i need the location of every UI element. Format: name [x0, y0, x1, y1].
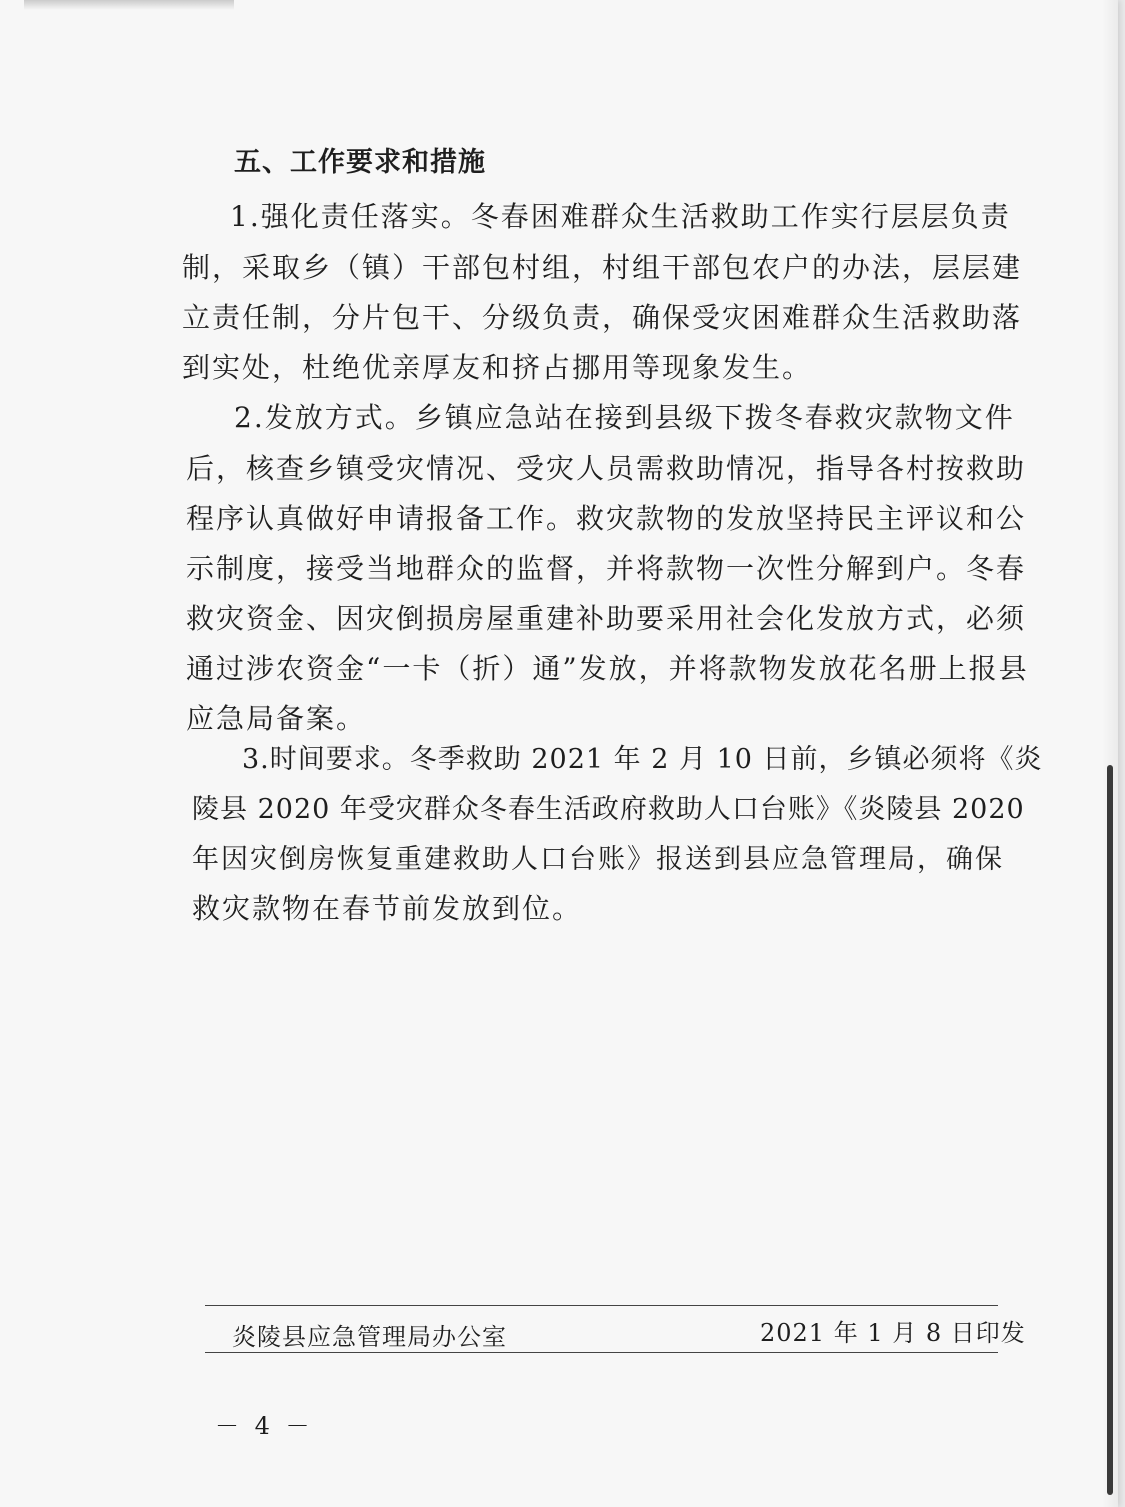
body-line-3: 立责任制，分片包干、分级负责，确保受灾困难群众生活救助落: [182, 301, 1023, 334]
body-line-9: 救灾资金、因灾倒损房屋重建补助要采用社会化发放方式，必须: [186, 602, 1027, 635]
body-line-11: 应急局备案。: [186, 702, 367, 735]
body-line-13: 陵县 2020 年受灾群众冬春生活政府救助人口台账》《炎陵县 2020: [192, 794, 1025, 825]
footer-top-rule: [205, 1305, 998, 1306]
body-line-1: 1.强化责任落实。冬春困难群众生活救助工作实行层层负责: [230, 200, 1011, 233]
body-line-12: 3.时间要求。冬季救助 2021 年 2 月 10 日前，乡镇必须将《炎: [242, 744, 1043, 775]
footer-issue-date: 2021 年 1 月 8 日印发: [760, 1319, 1026, 1347]
body-line-15: 救灾款物在春节前发放到位。: [192, 892, 583, 925]
scrollbar-thumb[interactable]: [1107, 765, 1113, 1495]
footer-issuing-office: 炎陵县应急管理局办公室: [232, 1323, 507, 1351]
body-line-8: 示制度，接受当地群众的监督，并将款物一次性分解到户。冬春: [186, 552, 1027, 585]
footer-bottom-rule: [205, 1352, 998, 1353]
body-line-14: 年因灾倒房恢复重建救助人口台账》报送到县应急管理局，确保: [192, 844, 1004, 875]
body-line-5: 2.发放方式。乡镇应急站在接到县级下拨冬春救灾款物文件: [234, 401, 1015, 434]
body-line-10: 通过涉农资金“一卡（折）通”发放，并将款物发放花名册上报县: [186, 652, 1029, 685]
scan-edge-mark: [24, 0, 234, 10]
page-number: － 4 －: [215, 1412, 314, 1440]
body-line-6: 后，核查乡镇受灾情况、受灾人员需救助情况，指导各村按救助: [186, 452, 1027, 485]
body-line-4: 到实处，杜绝优亲厚友和挤占挪用等现象发生。: [182, 351, 813, 384]
section-heading: 五、工作要求和措施: [234, 147, 486, 178]
body-line-7: 程序认真做好申请报备工作。救灾款物的发放坚持民主评议和公: [186, 502, 1027, 535]
body-line-2: 制，采取乡（镇）干部包村组，村组干部包农户的办法，层层建: [182, 251, 1023, 284]
